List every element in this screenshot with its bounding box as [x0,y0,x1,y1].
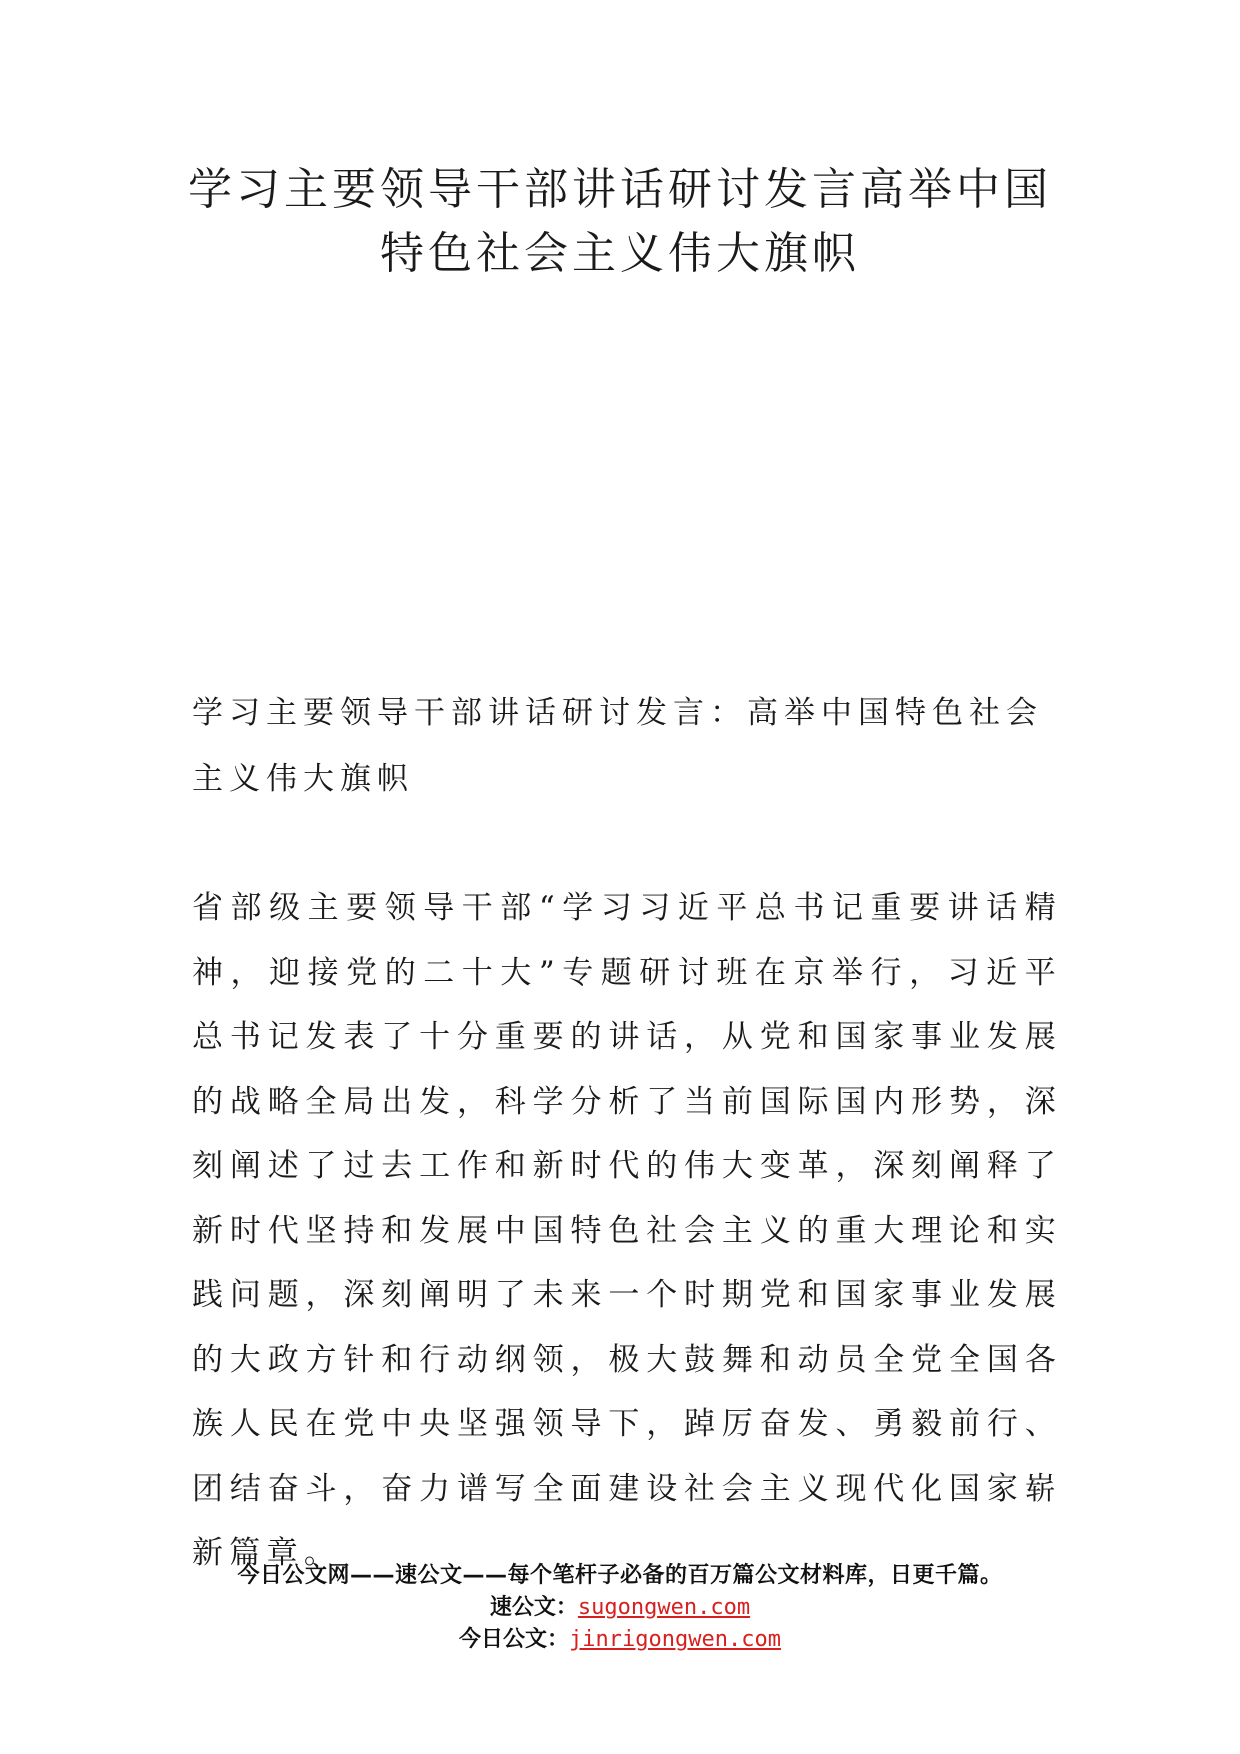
footer-site-1-link[interactable]: sugongwen.com [577,1595,751,1620]
footer-tagline: 今日公文网——速公文——每个笔杆子必备的百万篇公文材料库，日更千篇。 [237,1563,1003,1588]
footer-site-1-label: 速公文： [489,1595,578,1620]
document-subtitle: 学习主要领导干部讲话研讨发言：高举中国特色社会主义伟大旗帜 [192,695,1043,797]
footer-site-2 [0,1624,1240,1656]
footer-site-1 [0,1592,1240,1624]
title-line-2: 特色社会主义伟大旗帜 [380,228,860,279]
footer-site-2-label: 今日公文： [459,1627,570,1652]
title-line-1: 学习主要领导干部讲话研讨发言高举中国 [188,164,1052,215]
body-paragraph: 省部级主要领导干部“学习习近平总书记重要讲话精神，迎接党的二十大”专题研讨班在京举行，习近平总书记发表了十分重要的讲话，从党和国家事业发展的战略全局出发，科学分析了当前国际国内形势，深刻阐述了过去工作和新时代的伟大变革，深刻阐释了新时代坚持和发展中国特色社会主义的重大理论和实践问题，深刻阐明了未来一个时期党和国家事业发展的大政方针和行动纲领，极大鼓舞和动员全党全国各族人民在党中央坚强领导下，踔厉奋发、勇毅前行、团结奋斗，奋力谱写全面建设社会主义现代化国家崭新篇章。 [192,890,1062,1571]
document-title [140,158,1100,286]
page-footer [0,1560,1240,1656]
footer-site-2-link[interactable]: jinrigongwen.com [569,1627,781,1652]
